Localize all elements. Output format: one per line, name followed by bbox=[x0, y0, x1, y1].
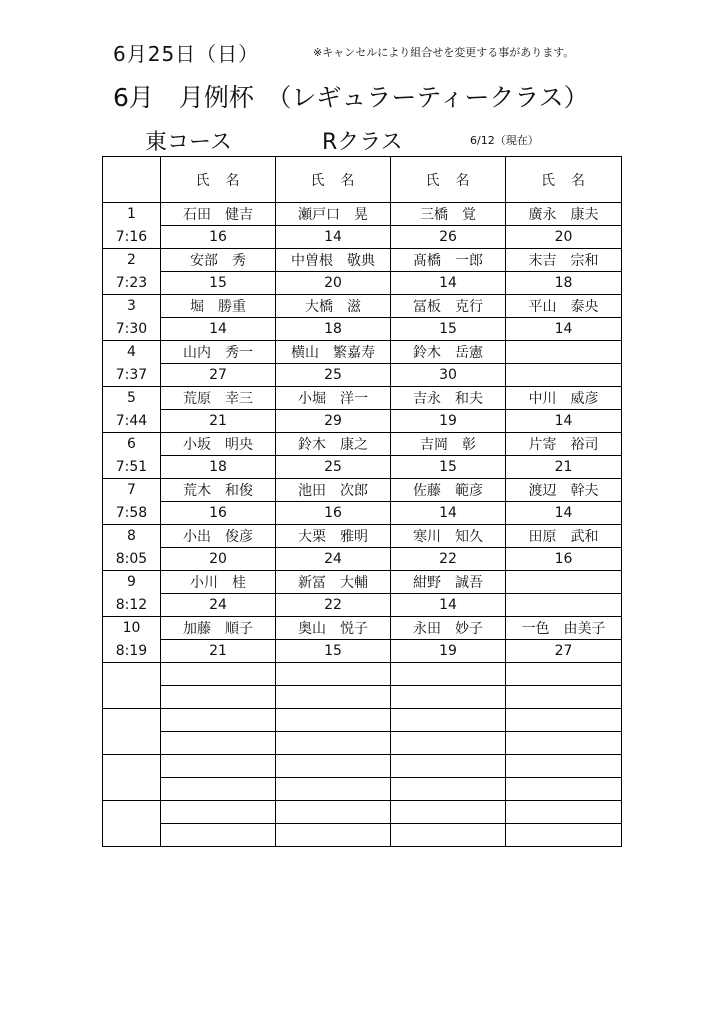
player-given-name: 誠吾 bbox=[455, 575, 483, 591]
player-family-name: 寒川 bbox=[413, 529, 441, 545]
group-number bbox=[103, 663, 161, 686]
tee-time: 8:05 bbox=[103, 548, 161, 571]
player-family-name: 吉岡 bbox=[420, 437, 448, 453]
player-handicap: 24 bbox=[161, 594, 276, 617]
player-given-name: 康之 bbox=[340, 437, 368, 453]
player-name-cell bbox=[391, 387, 506, 410]
player-handicap bbox=[161, 686, 276, 709]
player-handicap: 14 bbox=[391, 594, 506, 617]
player-name-cell bbox=[506, 341, 622, 364]
player-handicap: 16 bbox=[161, 226, 276, 249]
group-name-row bbox=[103, 525, 622, 548]
player-handicap: 27 bbox=[161, 364, 276, 387]
player-name-cell bbox=[506, 709, 622, 732]
corner-cell bbox=[103, 157, 161, 203]
player-name-cell bbox=[276, 525, 391, 548]
group-number: 8 bbox=[103, 525, 161, 548]
group-handicap-row bbox=[103, 272, 622, 295]
group-name-row bbox=[103, 801, 622, 824]
group-name-row bbox=[103, 203, 622, 226]
player-handicap: 22 bbox=[391, 548, 506, 571]
player-name-cell bbox=[276, 203, 391, 226]
player-given-name: 彰 bbox=[462, 437, 476, 453]
player-name-cell bbox=[506, 479, 622, 502]
player-family-name: 瀬戸口 bbox=[298, 207, 340, 223]
player-given-name: 幸三 bbox=[225, 391, 253, 407]
player-given-name: 健吉 bbox=[225, 207, 253, 223]
player-family-name: 大橋 bbox=[305, 299, 333, 315]
player-given-name: 妙子 bbox=[455, 621, 483, 637]
player-name-cell bbox=[161, 709, 276, 732]
player-name-cell bbox=[391, 663, 506, 686]
player-family-name: 新冨 bbox=[298, 575, 326, 591]
player-handicap bbox=[506, 824, 622, 847]
player-handicap: 20 bbox=[161, 548, 276, 571]
player-handicap bbox=[276, 732, 391, 755]
player-handicap: 19 bbox=[391, 410, 506, 433]
player-handicap: 16 bbox=[506, 548, 622, 571]
group-handicap-row bbox=[103, 548, 622, 571]
player-given-name: 俊彦 bbox=[225, 529, 253, 545]
player-family-name: 中曽根 bbox=[291, 253, 333, 269]
player-handicap bbox=[391, 824, 506, 847]
tee-time bbox=[103, 686, 161, 709]
player-name-cell bbox=[161, 755, 276, 778]
player-handicap bbox=[506, 594, 622, 617]
player-name-cell bbox=[276, 479, 391, 502]
event-date: 6月25日（日） bbox=[113, 42, 260, 66]
column-header: 氏 名 bbox=[276, 157, 391, 203]
player-name-cell bbox=[506, 801, 622, 824]
player-family-name: 吉永 bbox=[413, 391, 441, 407]
group-name-row bbox=[103, 249, 622, 272]
course-name: 東コース bbox=[145, 130, 232, 155]
player-family-name: 大栗 bbox=[298, 529, 326, 545]
player-name-cell bbox=[391, 525, 506, 548]
player-given-name: 晃 bbox=[354, 207, 368, 223]
player-handicap: 21 bbox=[161, 410, 276, 433]
player-given-name: 雅明 bbox=[340, 529, 368, 545]
player-name-cell bbox=[276, 617, 391, 640]
player-name-cell bbox=[276, 801, 391, 824]
player-handicap: 16 bbox=[276, 502, 391, 525]
player-handicap bbox=[161, 732, 276, 755]
player-given-name: 勝重 bbox=[218, 299, 246, 315]
player-name-cell bbox=[506, 203, 622, 226]
player-handicap bbox=[391, 778, 506, 801]
player-name-cell bbox=[506, 387, 622, 410]
group-name-row bbox=[103, 755, 622, 778]
player-given-name: 繁嘉寿 bbox=[333, 345, 375, 361]
player-given-name: 滋 bbox=[347, 299, 361, 315]
player-name-cell bbox=[391, 249, 506, 272]
group-handicap-row bbox=[103, 824, 622, 847]
group-number bbox=[103, 755, 161, 778]
player-name-cell bbox=[161, 571, 276, 594]
player-given-name: 悦子 bbox=[340, 621, 368, 637]
group-number: 4 bbox=[103, 341, 161, 364]
group-handicap-row bbox=[103, 594, 622, 617]
tee-time: 8:19 bbox=[103, 640, 161, 663]
player-family-name: 小坂 bbox=[183, 437, 211, 453]
tee-time: 8:12 bbox=[103, 594, 161, 617]
player-name-cell bbox=[506, 433, 622, 456]
player-family-name: 佐藤 bbox=[413, 483, 441, 499]
player-family-name: 小堀 bbox=[298, 391, 326, 407]
player-family-name: 山内 bbox=[183, 345, 211, 361]
player-family-name: 渡辺 bbox=[528, 483, 557, 499]
tee-time: 7:44 bbox=[103, 410, 161, 433]
player-family-name: 冨板 bbox=[413, 299, 441, 315]
player-family-name: 小出 bbox=[183, 529, 211, 545]
player-name-cell bbox=[161, 801, 276, 824]
player-name-cell bbox=[276, 341, 391, 364]
player-given-name: 秀一 bbox=[225, 345, 253, 361]
player-family-name: 荒原 bbox=[183, 391, 211, 407]
group-name-row bbox=[103, 663, 622, 686]
tee-time: 7:37 bbox=[103, 364, 161, 387]
player-handicap: 26 bbox=[391, 226, 506, 249]
player-given-name: 桂 bbox=[232, 575, 246, 591]
player-name-cell bbox=[276, 663, 391, 686]
player-handicap: 21 bbox=[161, 640, 276, 663]
group-name-row bbox=[103, 387, 622, 410]
tee-time bbox=[103, 732, 161, 755]
player-handicap: 14 bbox=[391, 272, 506, 295]
column-header: 氏 名 bbox=[161, 157, 276, 203]
player-family-name: 安部 bbox=[190, 253, 218, 269]
group-name-row bbox=[103, 709, 622, 732]
player-name-cell bbox=[506, 663, 622, 686]
pairing-table-body bbox=[103, 203, 622, 847]
player-family-name: 平山 bbox=[528, 299, 557, 315]
player-name-cell bbox=[391, 617, 506, 640]
player-given-name: 和夫 bbox=[455, 391, 483, 407]
player-handicap bbox=[161, 824, 276, 847]
player-given-name: 秀 bbox=[232, 253, 246, 269]
page-title: 6月 月例杯 （レギュラーティークラス） bbox=[113, 83, 589, 112]
player-name-cell bbox=[276, 387, 391, 410]
player-name-cell bbox=[506, 617, 622, 640]
player-handicap bbox=[391, 686, 506, 709]
player-handicap: 22 bbox=[276, 594, 391, 617]
player-handicap: 30 bbox=[391, 364, 506, 387]
group-number: 9 bbox=[103, 571, 161, 594]
player-name-cell bbox=[391, 433, 506, 456]
group-number: 3 bbox=[103, 295, 161, 318]
group-name-row bbox=[103, 295, 622, 318]
player-name-cell bbox=[161, 663, 276, 686]
player-handicap: 14 bbox=[506, 318, 622, 341]
group-number bbox=[103, 709, 161, 732]
tee-time: 7:51 bbox=[103, 456, 161, 479]
player-given-name: 大輔 bbox=[340, 575, 368, 591]
group-name-row bbox=[103, 479, 622, 502]
player-handicap bbox=[276, 778, 391, 801]
player-handicap: 15 bbox=[161, 272, 276, 295]
player-name-cell bbox=[161, 617, 276, 640]
player-family-name: 横山 bbox=[291, 345, 319, 361]
group-handicap-row bbox=[103, 364, 622, 387]
group-handicap-row bbox=[103, 410, 622, 433]
group-number: 5 bbox=[103, 387, 161, 410]
player-family-name: 堀 bbox=[190, 299, 204, 315]
player-name-cell bbox=[276, 433, 391, 456]
group-name-row bbox=[103, 617, 622, 640]
pairing-table bbox=[102, 156, 622, 847]
group-handicap-row bbox=[103, 640, 622, 663]
tee-time: 7:16 bbox=[103, 226, 161, 249]
player-name-cell bbox=[391, 801, 506, 824]
player-handicap: 25 bbox=[276, 364, 391, 387]
player-name-cell bbox=[161, 341, 276, 364]
player-name-cell bbox=[506, 571, 622, 594]
cancellation-note: ※キャンセルにより組合せを変更する事があります。 bbox=[313, 46, 575, 59]
group-handicap-row bbox=[103, 502, 622, 525]
player-family-name: 田原 bbox=[528, 529, 557, 545]
column-header: 氏 名 bbox=[506, 157, 622, 203]
player-handicap: 24 bbox=[276, 548, 391, 571]
player-family-name: 永田 bbox=[413, 621, 441, 637]
player-given-name: 明央 bbox=[225, 437, 253, 453]
player-handicap: 14 bbox=[391, 502, 506, 525]
player-family-name: 片寄 bbox=[528, 437, 557, 453]
group-name-row bbox=[103, 341, 622, 364]
player-handicap: 16 bbox=[161, 502, 276, 525]
player-name-cell bbox=[506, 755, 622, 778]
group-number: 1 bbox=[103, 203, 161, 226]
player-given-name: 一郎 bbox=[455, 253, 483, 269]
player-handicap bbox=[276, 824, 391, 847]
player-given-name: 順子 bbox=[225, 621, 253, 637]
player-given-name: 敬典 bbox=[347, 253, 375, 269]
player-given-name: 克行 bbox=[455, 299, 483, 315]
player-family-name: 加藤 bbox=[183, 621, 211, 637]
player-handicap: 14 bbox=[506, 502, 622, 525]
player-handicap: 15 bbox=[391, 456, 506, 479]
player-family-name: 中川 bbox=[528, 391, 557, 407]
player-handicap bbox=[506, 732, 622, 755]
tee-time: 7:30 bbox=[103, 318, 161, 341]
tee-time bbox=[103, 778, 161, 801]
tee-time: 7:23 bbox=[103, 272, 161, 295]
class-name: Rクラス bbox=[322, 130, 403, 155]
player-handicap: 20 bbox=[506, 226, 622, 249]
player-handicap: 18 bbox=[506, 272, 622, 295]
tee-time: 7:58 bbox=[103, 502, 161, 525]
group-handicap-row bbox=[103, 732, 622, 755]
group-number: 2 bbox=[103, 249, 161, 272]
player-given-name: 由美子 bbox=[563, 621, 606, 637]
header-row bbox=[103, 157, 622, 203]
player-handicap: 18 bbox=[161, 456, 276, 479]
player-handicap: 14 bbox=[276, 226, 391, 249]
player-given-name: 宗和 bbox=[570, 253, 599, 269]
player-name-cell bbox=[276, 755, 391, 778]
player-handicap bbox=[161, 778, 276, 801]
player-family-name: 廣永 bbox=[528, 207, 557, 223]
player-handicap bbox=[506, 686, 622, 709]
player-name-cell bbox=[506, 249, 622, 272]
group-number: 6 bbox=[103, 433, 161, 456]
group-name-row bbox=[103, 571, 622, 594]
player-family-name: 髙橋 bbox=[413, 253, 441, 269]
group-number: 10 bbox=[103, 617, 161, 640]
column-header: 氏 名 bbox=[391, 157, 506, 203]
group-name-row bbox=[103, 433, 622, 456]
player-name-cell bbox=[391, 479, 506, 502]
player-handicap: 15 bbox=[391, 318, 506, 341]
player-family-name: 荒木 bbox=[183, 483, 211, 499]
player-family-name: 鈴木 bbox=[298, 437, 326, 453]
player-name-cell bbox=[161, 433, 276, 456]
player-handicap: 14 bbox=[161, 318, 276, 341]
player-name-cell bbox=[391, 295, 506, 318]
player-name-cell bbox=[161, 295, 276, 318]
player-handicap bbox=[506, 364, 622, 387]
player-family-name: 一色 bbox=[521, 621, 550, 637]
player-given-name: 威彦 bbox=[570, 391, 599, 407]
player-name-cell bbox=[276, 295, 391, 318]
player-family-name: 末吉 bbox=[528, 253, 557, 269]
player-name-cell bbox=[391, 709, 506, 732]
player-given-name: 覚 bbox=[462, 207, 476, 223]
player-name-cell bbox=[506, 525, 622, 548]
player-name-cell bbox=[276, 249, 391, 272]
player-name-cell bbox=[391, 571, 506, 594]
player-name-cell bbox=[391, 203, 506, 226]
player-given-name: 裕司 bbox=[570, 437, 599, 453]
player-family-name: 奥山 bbox=[298, 621, 326, 637]
player-name-cell bbox=[276, 709, 391, 732]
player-family-name: 石田 bbox=[183, 207, 211, 223]
player-name-cell bbox=[391, 755, 506, 778]
player-handicap: 27 bbox=[506, 640, 622, 663]
group-number bbox=[103, 801, 161, 824]
player-handicap: 18 bbox=[276, 318, 391, 341]
player-handicap: 14 bbox=[506, 410, 622, 433]
player-given-name: 範彦 bbox=[455, 483, 483, 499]
player-given-name: 康夫 bbox=[570, 207, 599, 223]
player-handicap bbox=[276, 686, 391, 709]
player-handicap: 19 bbox=[391, 640, 506, 663]
player-name-cell bbox=[161, 525, 276, 548]
group-number: 7 bbox=[103, 479, 161, 502]
group-handicap-row bbox=[103, 686, 622, 709]
player-handicap bbox=[391, 732, 506, 755]
group-handicap-row bbox=[103, 778, 622, 801]
player-name-cell bbox=[161, 387, 276, 410]
player-handicap bbox=[506, 778, 622, 801]
player-handicap: 20 bbox=[276, 272, 391, 295]
group-handicap-row bbox=[103, 318, 622, 341]
player-family-name: 鈴木 bbox=[413, 345, 441, 361]
player-name-cell bbox=[506, 295, 622, 318]
group-handicap-row bbox=[103, 226, 622, 249]
player-handicap: 21 bbox=[506, 456, 622, 479]
player-given-name: 次郎 bbox=[340, 483, 368, 499]
group-handicap-row bbox=[103, 456, 622, 479]
player-handicap: 25 bbox=[276, 456, 391, 479]
player-name-cell bbox=[161, 249, 276, 272]
player-given-name: 和俊 bbox=[225, 483, 253, 499]
player-family-name: 紺野 bbox=[413, 575, 441, 591]
player-name-cell bbox=[391, 341, 506, 364]
player-handicap: 29 bbox=[276, 410, 391, 433]
player-given-name: 武和 bbox=[570, 529, 599, 545]
player-given-name: 知久 bbox=[455, 529, 483, 545]
player-name-cell bbox=[161, 479, 276, 502]
player-family-name: 小川 bbox=[190, 575, 218, 591]
player-name-cell bbox=[276, 571, 391, 594]
player-given-name: 岳憲 bbox=[455, 345, 483, 361]
as-of-date: 6/12（現在） bbox=[470, 134, 539, 147]
player-name-cell bbox=[161, 203, 276, 226]
player-given-name: 幹夫 bbox=[570, 483, 599, 499]
player-given-name: 洋一 bbox=[340, 391, 368, 407]
player-family-name: 池田 bbox=[298, 483, 326, 499]
player-family-name: 三橋 bbox=[420, 207, 448, 223]
player-handicap: 15 bbox=[276, 640, 391, 663]
tee-time bbox=[103, 824, 161, 847]
player-given-name: 泰央 bbox=[570, 299, 599, 315]
